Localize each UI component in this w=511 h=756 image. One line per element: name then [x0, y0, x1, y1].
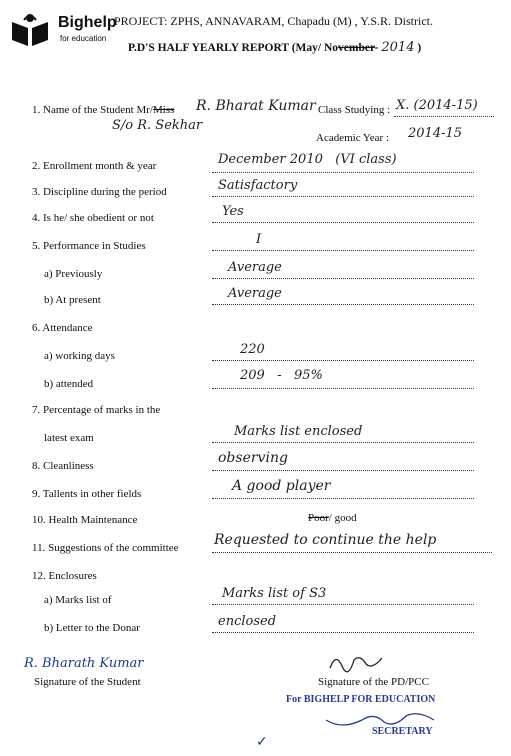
project-line: PROJECT: ZPHS, ANNAVARAM, Chapadu (M) , Y.S.R. District. — [114, 14, 434, 28]
letter-value: enclosed — [218, 614, 277, 629]
report-title-struck: vember — [338, 42, 375, 54]
academic-year-value: 2014-15 — [408, 126, 463, 141]
present-line — [212, 304, 474, 305]
report-title-dash: - — [374, 42, 379, 54]
working-days-value: 220 — [240, 342, 265, 357]
talents-value: A good player — [232, 478, 331, 494]
pd-signature-label: Signature of the PD/PCC — [318, 676, 429, 688]
present-label: b) At present — [44, 294, 101, 306]
previously-value: Average — [228, 260, 282, 275]
discipline-label: 3. Discipline during the period — [32, 186, 167, 198]
name-value: R. Bharat Kumar — [196, 98, 316, 114]
name-label — [32, 104, 174, 116]
enclosures-label: 12. Enclosures — [32, 570, 97, 582]
attended-line — [212, 388, 474, 389]
student-signature-label: Signature of the Student — [34, 676, 141, 688]
letter-label: b) Letter to the Donar — [44, 622, 140, 634]
health-label: 10. Health Maintenance — [32, 514, 138, 526]
bighelp-logo — [6, 10, 54, 50]
cleanliness-label: 8. Cleanliness — [32, 460, 94, 472]
suggestions-value: Requested to continue the help — [214, 532, 437, 548]
health-value-text: / good — [328, 512, 357, 524]
percentage-line — [212, 442, 474, 443]
obedient-line — [212, 222, 474, 223]
marks-list-line — [212, 604, 474, 605]
suggestions-line — [212, 552, 492, 553]
performance-label: 5. Performance in Studies — [32, 240, 146, 252]
attended-value: 209 - 95% — [240, 368, 323, 383]
percentage-label-1: 7. Percentage of marks in the — [32, 404, 161, 416]
student-signature: R. Bharath Kumar — [24, 656, 144, 671]
class-value: X. (2014-15) — [396, 98, 478, 113]
cleanliness-value: observing — [218, 450, 288, 466]
obedient-label: 4. Is he/ she obedient or not — [32, 212, 154, 224]
name-label-struck: Miss — [152, 104, 175, 116]
org-stamp: For BIGHELP FOR EDUCATION — [286, 694, 436, 705]
discipline-line — [212, 196, 474, 197]
talents-line — [212, 498, 474, 499]
talents-label: 9. Tallents in other fields — [32, 488, 142, 500]
class-label: Class Studying : — [318, 104, 391, 116]
percentage-value: Marks list enclosed — [234, 424, 363, 439]
academic-year-label: Academic Year : — [316, 132, 390, 144]
attended-label: b) attended — [44, 378, 94, 390]
suggestions-label: 11. Suggestions of the committee — [32, 542, 179, 554]
working-days-line — [212, 360, 474, 361]
health-value — [308, 512, 357, 524]
working-days-label: a) working days — [44, 350, 115, 362]
marks-list-label: a) Marks list of — [44, 594, 112, 606]
performance-mark: I — [256, 232, 262, 247]
pd-signature-scribble — [326, 650, 386, 674]
father-name: S/o R. Sekhar — [112, 118, 203, 133]
attendance-label: 6. Attendance — [32, 322, 93, 334]
report-title-close: ) — [417, 42, 422, 54]
percentage-label-2: latest exam — [44, 432, 94, 444]
name-label-text: 1. Name of the Student Mr/ — [32, 104, 153, 116]
logo-subtitle: for education — [60, 34, 107, 43]
secretary-label: SECRETARY — [372, 726, 433, 737]
check-mark: ✓ — [256, 735, 268, 750]
cleanliness-line — [212, 470, 474, 471]
discipline-value: Satisfactory — [218, 178, 298, 193]
marks-list-value: Marks list of S3 — [222, 586, 327, 601]
book-person-icon — [6, 10, 54, 50]
performance-line — [212, 250, 474, 251]
report-year: 2014 — [381, 40, 415, 55]
class-line — [394, 116, 494, 117]
enrollment-line — [212, 172, 474, 173]
enrollment-value: December 2010 (VI class) — [218, 152, 397, 167]
present-value: Average — [228, 286, 282, 301]
previously-label: a) Previously — [44, 268, 103, 280]
report-title — [128, 40, 421, 55]
logo-name: Bighelp — [58, 14, 117, 31]
enrollment-label: 2. Enrollment month & year — [32, 160, 157, 172]
health-struck: Poor — [308, 512, 329, 524]
report-title-text: P.D'S HALF YEARLY REPORT (May/ No — [128, 42, 339, 54]
letter-line — [212, 632, 474, 633]
previously-line — [212, 278, 474, 279]
obedient-value: Yes — [222, 204, 244, 219]
